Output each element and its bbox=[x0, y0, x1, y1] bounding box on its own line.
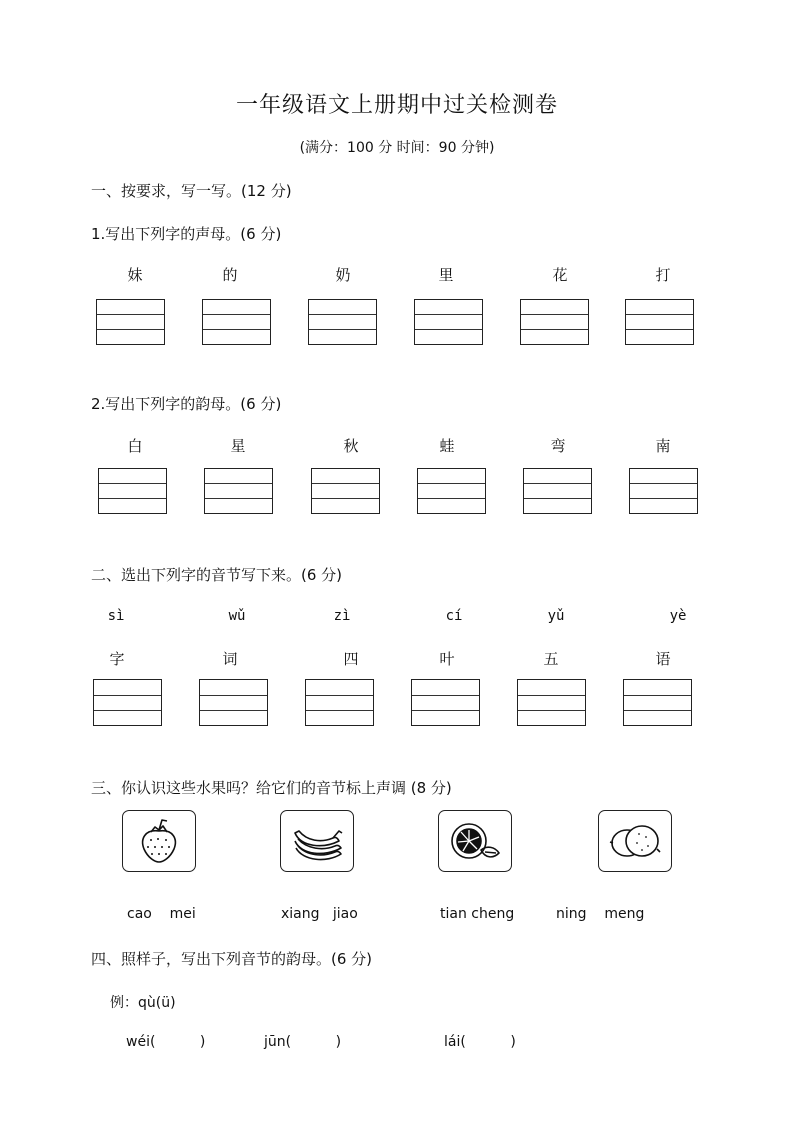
q2-char: 星 bbox=[230, 437, 246, 455]
q1-answer-box[interactable] bbox=[308, 299, 377, 345]
q2-char: 白 bbox=[127, 437, 143, 455]
syllable-option: wǔ bbox=[228, 608, 246, 624]
section2-char: 四 bbox=[343, 650, 359, 668]
q1-answer-box[interactable] bbox=[96, 299, 165, 345]
q1-heading: 1.写出下列字的声母。(6 分) bbox=[91, 225, 282, 243]
section2-char: 字 bbox=[109, 650, 125, 668]
lemon-icon bbox=[598, 810, 672, 872]
final-answer-field[interactable]: jūn( ) bbox=[264, 1034, 342, 1050]
fruit-pinyin: xiang jiao bbox=[281, 906, 358, 922]
section2-answer-box[interactable] bbox=[305, 679, 374, 726]
q1-answer-box[interactable] bbox=[625, 299, 694, 345]
section1-heading: 一、按要求，写一写。(12 分) bbox=[91, 182, 292, 200]
section2-char: 词 bbox=[222, 650, 238, 668]
q2-answer-box[interactable] bbox=[417, 468, 486, 514]
q2-answer-box[interactable] bbox=[629, 468, 698, 514]
section2-answer-box[interactable] bbox=[93, 679, 162, 726]
section2-answer-box[interactable] bbox=[411, 679, 480, 726]
final-answer-field[interactable]: lái( ) bbox=[444, 1034, 516, 1050]
section2-answer-box[interactable] bbox=[199, 679, 268, 726]
q1-char: 妹 bbox=[127, 266, 143, 284]
q1-char: 奶 bbox=[335, 266, 351, 284]
page-subtitle: (满分：100 分 时间：90 分钟) bbox=[299, 140, 495, 156]
q2-heading: 2.写出下列字的韵母。(6 分) bbox=[91, 395, 282, 413]
q1-answer-box[interactable] bbox=[520, 299, 589, 345]
syllable-option: zì bbox=[333, 608, 351, 624]
q1-char: 的 bbox=[222, 266, 238, 284]
q2-answer-box[interactable] bbox=[98, 468, 167, 514]
banana-icon bbox=[280, 810, 354, 872]
section4-heading: 四、照样子，写出下列音节的韵母。(6 分) bbox=[91, 950, 373, 968]
q1-char: 打 bbox=[655, 266, 671, 284]
section2-heading: 二、选出下列字的音节写下来。(6 分) bbox=[91, 566, 343, 584]
section2-char: 叶 bbox=[439, 650, 455, 668]
section3-heading: 三、你认识这些水果吗？给它们的音节标上声调 (8 分) bbox=[91, 779, 452, 797]
q2-answer-box[interactable] bbox=[311, 468, 380, 514]
q2-char: 蛙 bbox=[439, 437, 455, 455]
fruit-pinyin: cao mei bbox=[127, 906, 196, 922]
example-text: 例：qù(ü) bbox=[110, 995, 176, 1011]
q1-char: 花 bbox=[552, 266, 568, 284]
syllable-option: yè bbox=[669, 608, 687, 624]
q2-char: 秋 bbox=[343, 437, 359, 455]
orange-icon bbox=[438, 810, 512, 872]
q2-answer-box[interactable] bbox=[204, 468, 273, 514]
strawberry-icon bbox=[122, 810, 196, 872]
q2-char: 弯 bbox=[550, 437, 566, 455]
section2-answer-box[interactable] bbox=[623, 679, 692, 726]
q2-answer-box[interactable] bbox=[523, 468, 592, 514]
fruit-pinyin: ning meng bbox=[556, 906, 645, 922]
section2-char: 语 bbox=[655, 650, 671, 668]
q1-answer-box[interactable] bbox=[202, 299, 271, 345]
page-title: 一年级语文上册期中过关检测卷 bbox=[235, 93, 558, 118]
fruit-pinyin: tian cheng bbox=[440, 906, 515, 922]
syllable-option: sì bbox=[107, 608, 125, 624]
syllable-option: cí bbox=[445, 608, 463, 624]
syllable-option: yǔ bbox=[547, 608, 565, 624]
q2-char: 南 bbox=[655, 437, 671, 455]
final-answer-field[interactable]: wéi( ) bbox=[126, 1034, 206, 1050]
section2-answer-box[interactable] bbox=[517, 679, 586, 726]
q1-char: 里 bbox=[438, 266, 454, 284]
q1-answer-box[interactable] bbox=[414, 299, 483, 345]
section2-char: 五 bbox=[543, 650, 559, 668]
